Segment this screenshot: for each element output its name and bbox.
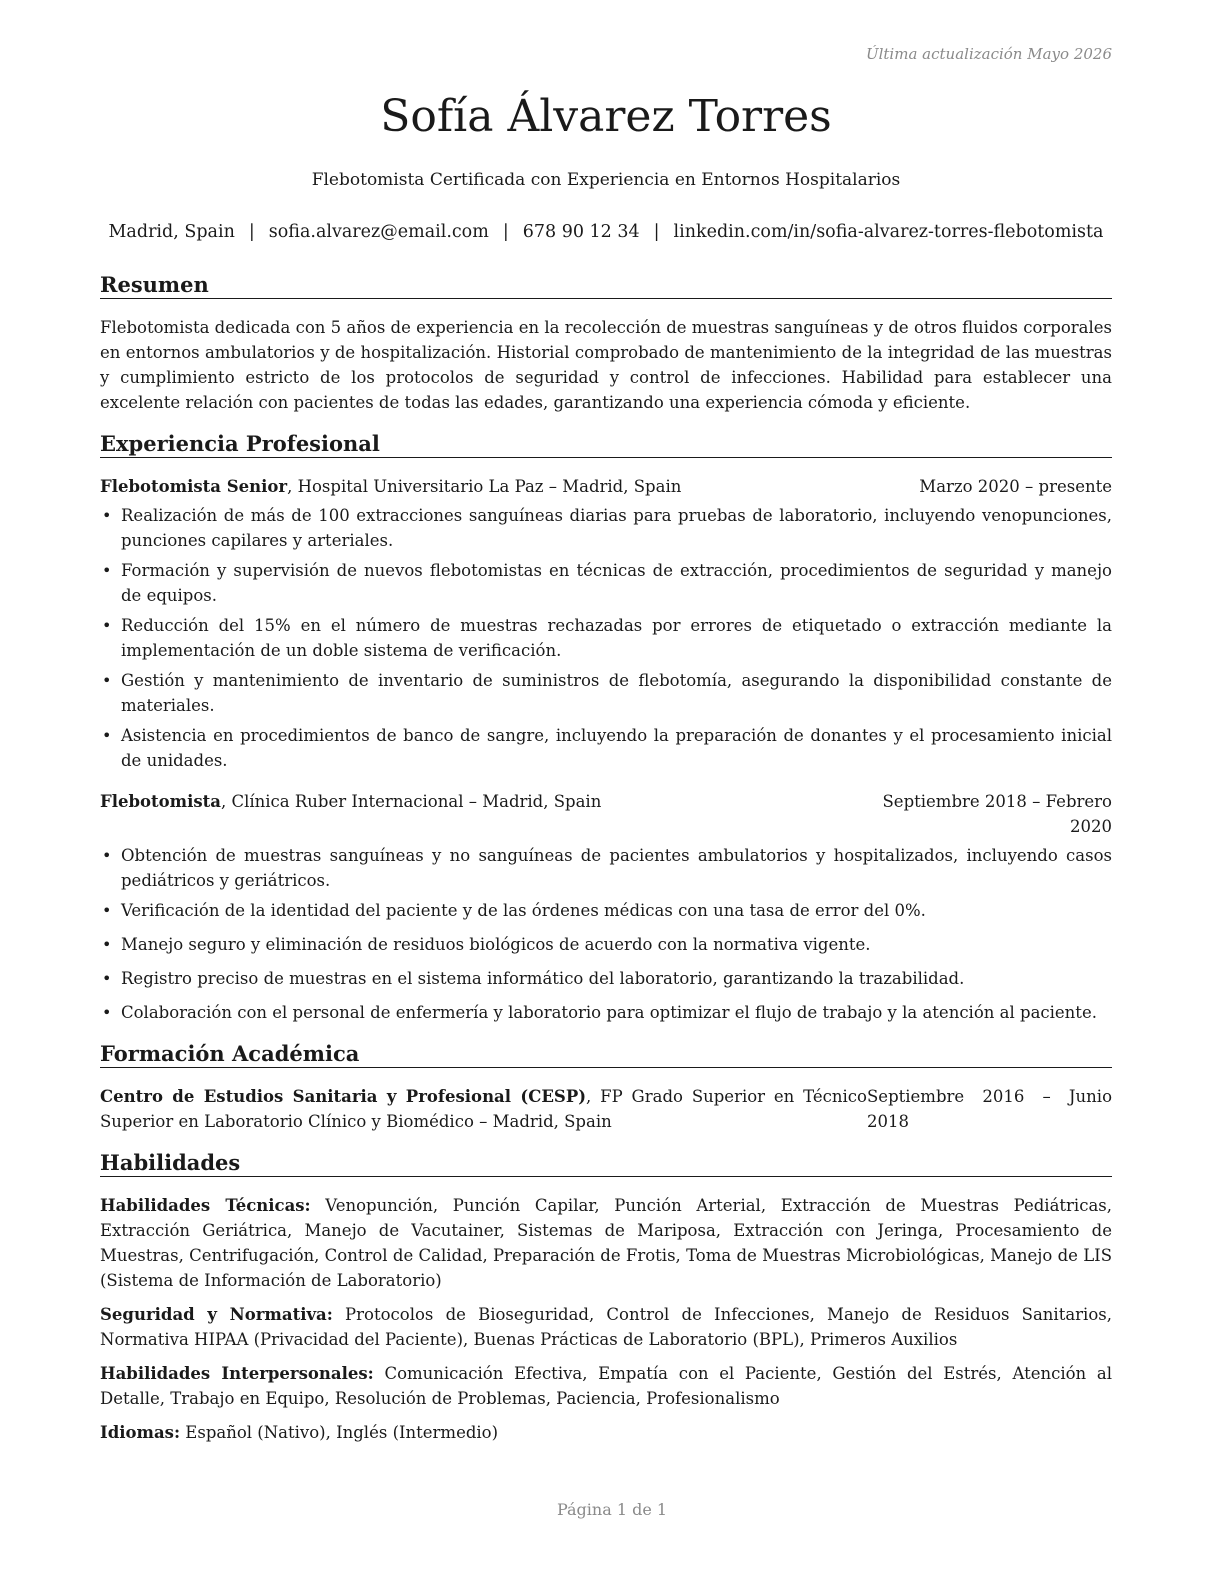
experience-section: [100, 427, 1112, 1025]
list-item: • Obtención de muestras sanguíneas y no sanguíneas de pacientes ambulatorios y hospitalizados, incluyendo casos pediátricos y geriátricos.: [100, 843, 1112, 893]
contact-separator: |: [653, 222, 660, 242]
candidate-name: Sofía Álvarez Torres: [380, 91, 832, 142]
page-number: Página 1 de 1: [556, 1500, 668, 1519]
job-title: Flebotomista: [100, 792, 221, 811]
job-entry: [100, 474, 1112, 773]
contact-separator: |: [502, 222, 509, 242]
skills-section: [100, 1146, 1112, 1445]
list-item: • Gestión y mantenimiento de inventario de suministros de flebotomía, asegurando la disponibilidad constante de materiales.: [100, 668, 1112, 718]
job-org: , Clínica Ruber Internacional – Madrid, Spain: [220, 792, 602, 811]
skill-group-safety: Seguridad y Normativa: Protocolos de Bioseguridad, Control de Infecciones, Manejo de Residuos Sanitarios, Normativa HIPAA (Privacidad del Paciente), Buenas Prácticas de Laboratorio (BPL), Primeros Auxilios: [100, 1305, 1112, 1349]
last-updated: Última actualización Mayo 2026: [865, 45, 1112, 63]
education-degree: , FP Grado Superior en Técnico Superior en Laboratorio Clínico y Biomédico – Madrid, Spain: [100, 1087, 867, 1131]
summary-text: Flebotomista dedicada con 5 años de experiencia en la recolección de muestras sanguíneas y de otros fluidos corporales en entornos ambulatorios y de hospitalización. Historial comprobado de mantenimiento de la integridad de las muestras y cumplimiento estricto de los protocolos de seguridad y control de infecciones. Habilidad para establecer una excelente relación con pacientes de todas las edades, garantizando una experiencia cómoda y eficiente.: [100, 318, 1112, 412]
bullet-icon: •: [102, 846, 112, 865]
skill-group-languages: Idiomas: Español (Nativo), Inglés (Intermedio): [100, 1423, 499, 1442]
skill-group-technical: Habilidades Técnicas: Venopunción, Punción Capilar, Punción Arterial, Extracción de Muestras Pediátricas, Extracción Geriátrica, Manejo de Vacutainer, Sistemas de Mariposa, Extracción con Jeringa, Procesamiento de Muestras, Centrifugación, Control de Calidad, Preparación de Frotis, Toma de Muestras Microbiológicas, Manejo de LIS (Sistema de Información de Laboratorio): [100, 1196, 1112, 1290]
skill-group-interpersonal: Habilidades Interpersonales: Comunicación Efectiva, Empatía con el Paciente, Gestión del Estrés, Atención al Detalle, Trabajo en Equipo, Resolución de Problemas, Paciencia, Profesionalismo: [100, 1364, 1112, 1408]
bullet-icon: •: [102, 671, 112, 690]
bullet-icon: •: [102, 561, 112, 580]
bullet-icon: •: [102, 969, 112, 988]
bullet-icon: •: [102, 506, 112, 525]
bullet-icon: •: [102, 1003, 112, 1022]
bullet-icon: •: [102, 726, 112, 745]
resume-content: [100, 268, 1112, 1457]
list-item: • Registro preciso de muestras en el sistema informático del laboratorio, garantizando la trazabilidad.: [100, 966, 1112, 991]
job-bullets: [100, 503, 1112, 773]
list-item: • Formación y supervisión de nuevos flebotomistas en técnicas de extracción, procedimientos de seguridad y manejo de equipos.: [100, 558, 1112, 608]
list-item: • Realización de más de 100 extracciones sanguíneas diarias para pruebas de laboratorio, incluyendo venopunciones, punciones capilares y arteriales.: [100, 503, 1112, 553]
list-item: • Reducción del 15% en el número de muestras rechazadas por errores de etiquetado o extracción mediante la implementación de un doble sistema de verificación.: [100, 613, 1112, 663]
summary-heading: Resumen: [100, 268, 1112, 299]
skills-heading: Habilidades: [100, 1146, 1112, 1177]
contact-phone: 678 90 12 34: [522, 222, 640, 242]
list-item: • Verificación de la identidad del paciente y de las órdenes médicas con una tasa de error del 0%.: [100, 898, 1112, 923]
job-bullets: [100, 843, 1112, 1025]
contact-location: Madrid, Spain: [108, 222, 235, 242]
job-entry: [100, 789, 1112, 1025]
contact-email-link[interactable]: sofia.alvarez@email.com: [268, 222, 489, 242]
contact-line: [100, 219, 1112, 245]
list-item: • Asistencia en procedimientos de banco de sangre, incluyendo la preparación de donantes y el procesamiento inicial de unidades.: [100, 723, 1112, 773]
education-heading: Formación Académica: [100, 1037, 1112, 1068]
job-dates: Septiembre 2018 – Febrero 2020: [882, 792, 1112, 836]
education-institution: Centro de Estudios Sanitaria y Profesional (CESP): [100, 1087, 587, 1106]
contact-separator: |: [248, 222, 255, 242]
education-dates: Septiembre 2016 – Junio 2018: [867, 1087, 1112, 1131]
experience-heading: Experiencia Profesional: [100, 427, 1112, 458]
bullet-icon: •: [102, 616, 112, 635]
bullet-icon: •: [102, 935, 112, 954]
education-section: [100, 1037, 1112, 1134]
job-org: , Hospital Universitario La Paz – Madrid, Spain: [287, 477, 682, 496]
summary-section: [100, 268, 1112, 415]
job-title: Flebotomista Senior: [100, 477, 288, 496]
bullet-icon: •: [102, 901, 112, 920]
candidate-subtitle: Flebotomista Certificada con Experiencia en Entornos Hospitalarios: [311, 170, 901, 190]
list-item: • Colaboración con el personal de enfermería y laboratorio para optimizar el flujo de trabajo y la atención al paciente.: [100, 1000, 1112, 1025]
list-item: • Manejo seguro y eliminación de residuos biológicos de acuerdo con la normativa vigente.: [100, 932, 1112, 957]
job-dates: Marzo 2020 – presente: [919, 477, 1112, 496]
contact-linkedin-link[interactable]: linkedin.com/in/sofia-alvarez-torres-flebotomista: [673, 222, 1104, 242]
